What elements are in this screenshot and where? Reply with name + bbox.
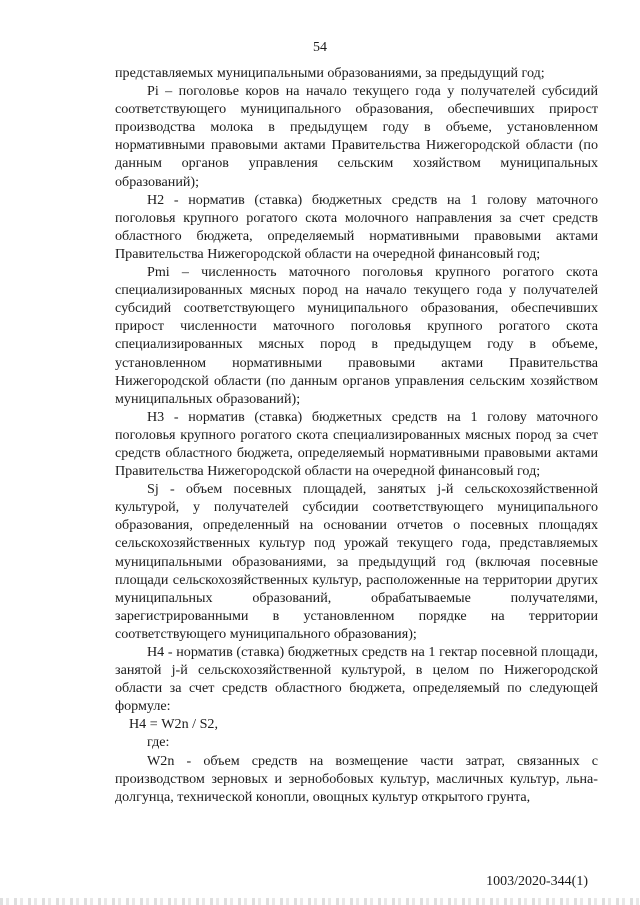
paragraph-h2-definition: Н2 - норматив (ставка) бюджетных средств на 1 голову маточного поголовья крупного рогатого скота молочного направления за счет средств областного бюджета, определяемый нормативными правовыми актами Правительства Нижегородской области на очередной финансовый год; (115, 191, 598, 262)
paragraph-pmi-definition: Pmi – численность маточного поголовья крупного рогатого скота специализированных мясных пород на начало текущего года у получателей субсидий соответствующего муниципального образования, обеспечивших прирост численности маточного поголовья крупного рогатого скота специализированных мясных пород в предыдущем году в объеме, установленном нормативными правовыми актами Правительства Нижегородской области (по данным органов управления сельским хозяйством муниципальных образований); (115, 264, 598, 407)
document-body (115, 64, 598, 806)
paragraph-sj-definition: Sj - объем посевных площадей, занятых j-й сельскохозяйственной культурой, у получателей субсидии соответствующего муниципального образования, определенный на основании отчетов о посевных площадях сельскохозяйственных культур под урожай текущего года, представляемых муниципальными образованиями, за предыдущий год (включая посевные площади сельскохозяйственных культур, расположенные на территории других муниципальных образований, обрабатываемые получателями, зарегистрированными в установленном порядке на территории соответствующего муниципального образования); (115, 481, 598, 642)
formula-h4: Н4 = W2n / S2, (129, 716, 218, 733)
where-label: где: (147, 734, 170, 751)
paragraph-h3-definition: Н3 - норматив (ставка) бюджетных средств на 1 голову маточного поголовья крупного рогатого скота специализированных мясных пород за счет средств областного бюджета, определяемый нормативными правовыми актами Правительства Нижегородской области на очередной финансовый год; (115, 408, 598, 480)
page-number: 54 (313, 40, 327, 55)
paragraph-continuation: представляемых муниципальными образованиями, за предыдущий год; (115, 65, 545, 81)
paragraph-pi-definition: Pi – поголовье коров на начало текущего года у получателей субсидий соответствующего муниципального образования, обеспечивших прирост производства молока в предыдущем году в объеме, установленном нормативными правовыми актами Правительства Нижегородской области (по данным органов управления сельским хозяйством муниципальных образований); (115, 83, 598, 190)
document-code: 1003/2020-344(1) (486, 874, 588, 889)
paragraph-h4-definition: Н4 - норматив (ставка) бюджетных средств на 1 гектар посевной площади, занятой j-й сельскохозяйственной культурой, в целом по Нижегородской области за счет средств областного бюджета, определяемый по следующей формуле: (115, 644, 598, 715)
paragraph-w2n-definition: W2n - объем средств на возмещение части затрат, связанных с производством зерновых и зернобобовых культур, масличных культур, льна-долгунца, технической конопли, овощных культур открытого грунта, (115, 752, 598, 805)
scan-edge-artifact (0, 898, 640, 905)
